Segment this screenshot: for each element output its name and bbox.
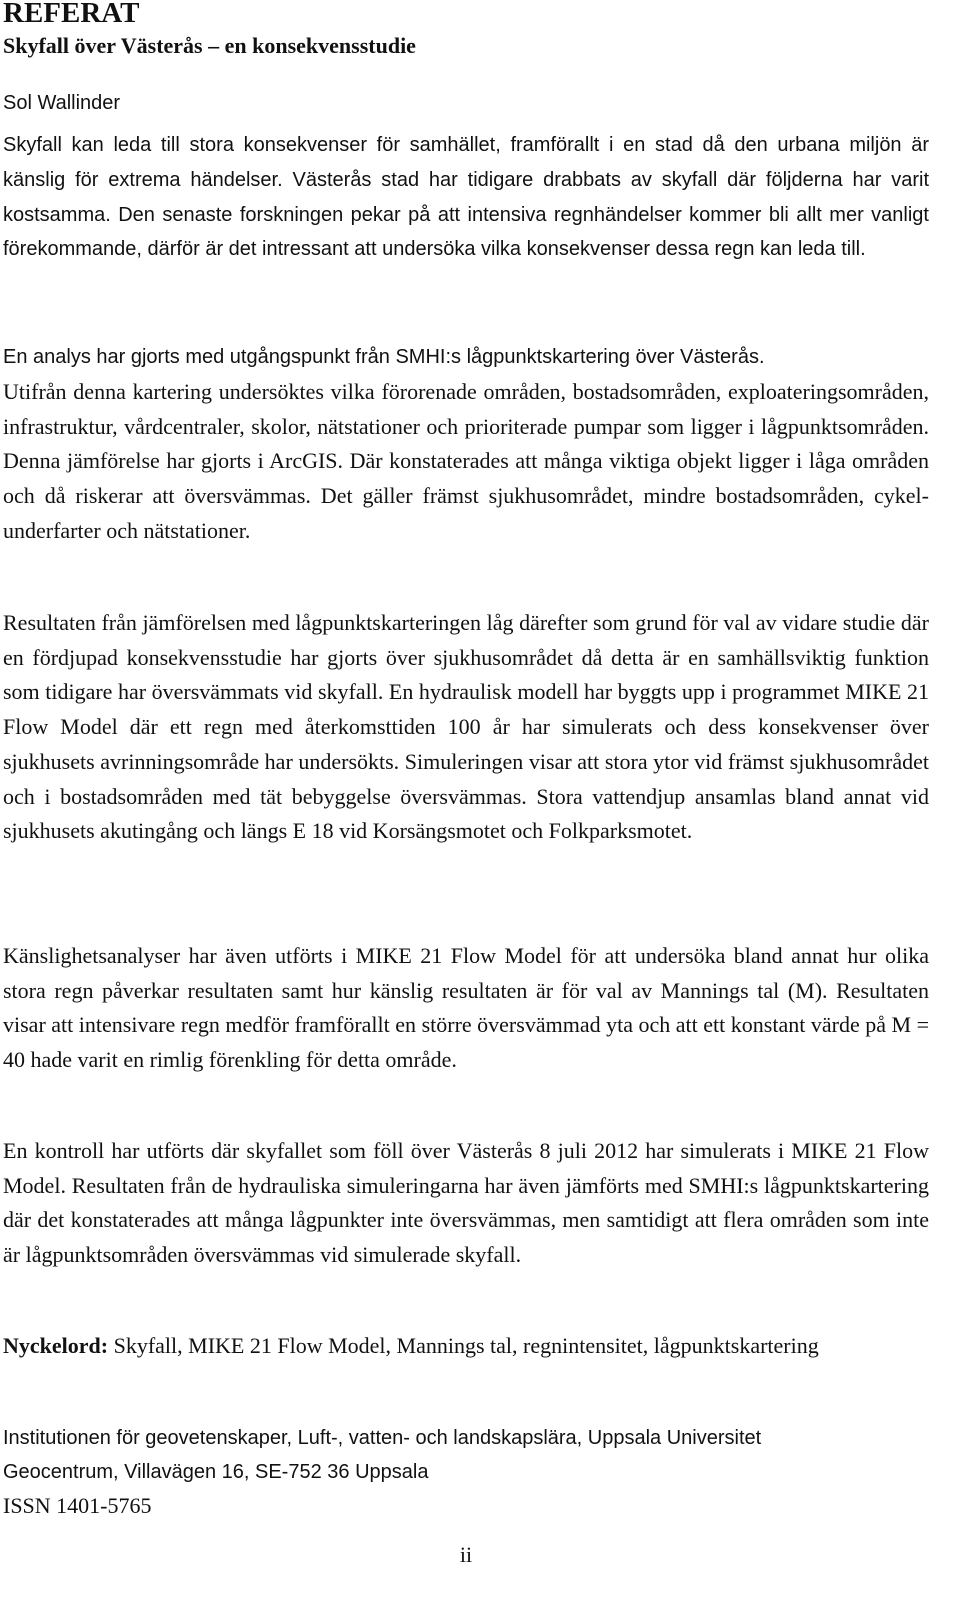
author-name: Sol Wallinder: [3, 92, 121, 114]
paragraph-intro: Skyfall kan leda till stora konsekvenser för samhället, framförallt i en stad då den urbana miljön är känslig för extrema händelser. Västerås stad har tidigare drabbats av skyfall där följderna har varit kostsamma. Den senaste forskningen pekar på att intensiva regnhändelser kommer bli allt mer vanligt förekommande, därför är det intressant att undersöka vilka konsekvenser dessa regn kan leda till.: [3, 134, 929, 261]
document-subtitle: Skyfall över Västerås – en konsekvensstudie: [3, 33, 416, 58]
keywords-text: Skyfall, MIKE 21 Flow Model, Mannings tal, regnintensitet, lågpunktskartering: [113, 1333, 819, 1358]
document-title: REFERAT: [3, 0, 140, 29]
address: Geocentrum, Villavägen 16, SE-752 36 Uppsala: [3, 1461, 429, 1483]
issn: ISSN 1401-5765: [3, 1493, 152, 1518]
paragraph-analysis-first-line: En analys har gjorts med utgångspunkt från SMHI:s lågpunktskartering över Västerås.: [3, 346, 765, 368]
institution: Institutionen för geovetenskaper, Luft-, vatten- och landskapslära, Uppsala Universitet: [3, 1427, 762, 1449]
paragraph-analysis: Utifrån denna kartering undersöktes vilka förorenade områden, bostadsområden, exploateringsområden, infrastruktur, vårdcentraler, skolor, nätstationer och prioriterade pumpar som ligger i lågpunktsområden. Denna jämförelse har gjorts i ArcGIS. Där konstaterades att många viktiga objekt ligger i låga områden och då riskerar att översvämmas. Det gäller främst sjukhusområdet, mindre bostadsområden, cykel-underfarter och nätstationer.: [3, 379, 929, 543]
paragraph-control: En kontroll har utförts där skyfallet som föll över Västerås 8 juli 2012 har simulerats i MIKE 21 Flow Model. Resultaten från de hydrauliska simuleringarna har även jämförts med SMHI:s lågpunktskartering där det konstaterades att många lågpunkter inte översvämmas, men samtidigt att flera områden som inte är lågpunktsområden översvämmas vid simulerade skyfall.: [3, 1138, 929, 1268]
paragraph-results: Resultaten från jämförelsen med lågpunktskarteringen låg därefter som grund för val av vidare studie där en fördjupad konsekvensstudie har gjorts över sjukhusområdet då detta är en samhällsviktig funktion som tidigare har översvämmats vid skyfall. En hydraulisk modell har byggts upp i programmet MIKE 21 Flow Model där ett regn med återkomsttiden 100 år har simulerats och dess konsekvenser över sjukhusets avrinningsområde har undersökts. Simuleringen visar att stora ytor vid främst sjukhusområdet och i bostadsområden med tät bebyggelse översvämmas. Stora vattendjup ansamlas bland annat vid sjukhusets akutingång och längs E 18 vid Korsängsmotet och Folkparksmotet.: [3, 610, 929, 844]
keywords-label: Nyckelord:: [3, 1333, 109, 1358]
keywords: [3, 1329, 929, 1364]
page-number: ii: [459, 1542, 473, 1567]
paragraph-sensitivity: Känslighetsanalyser har även utförts i MIKE 21 Flow Model för att undersöka bland annat hur olika stora regn påverkar resultaten samt hur känslig resultaten är för val av Mannings tal (M). Resultaten visar att intensivare regn medför framförallt en större översvämmad yta och att ett konstant värde på M = 40 hade varit en rimlig förenkling för detta område.: [3, 943, 929, 1073]
